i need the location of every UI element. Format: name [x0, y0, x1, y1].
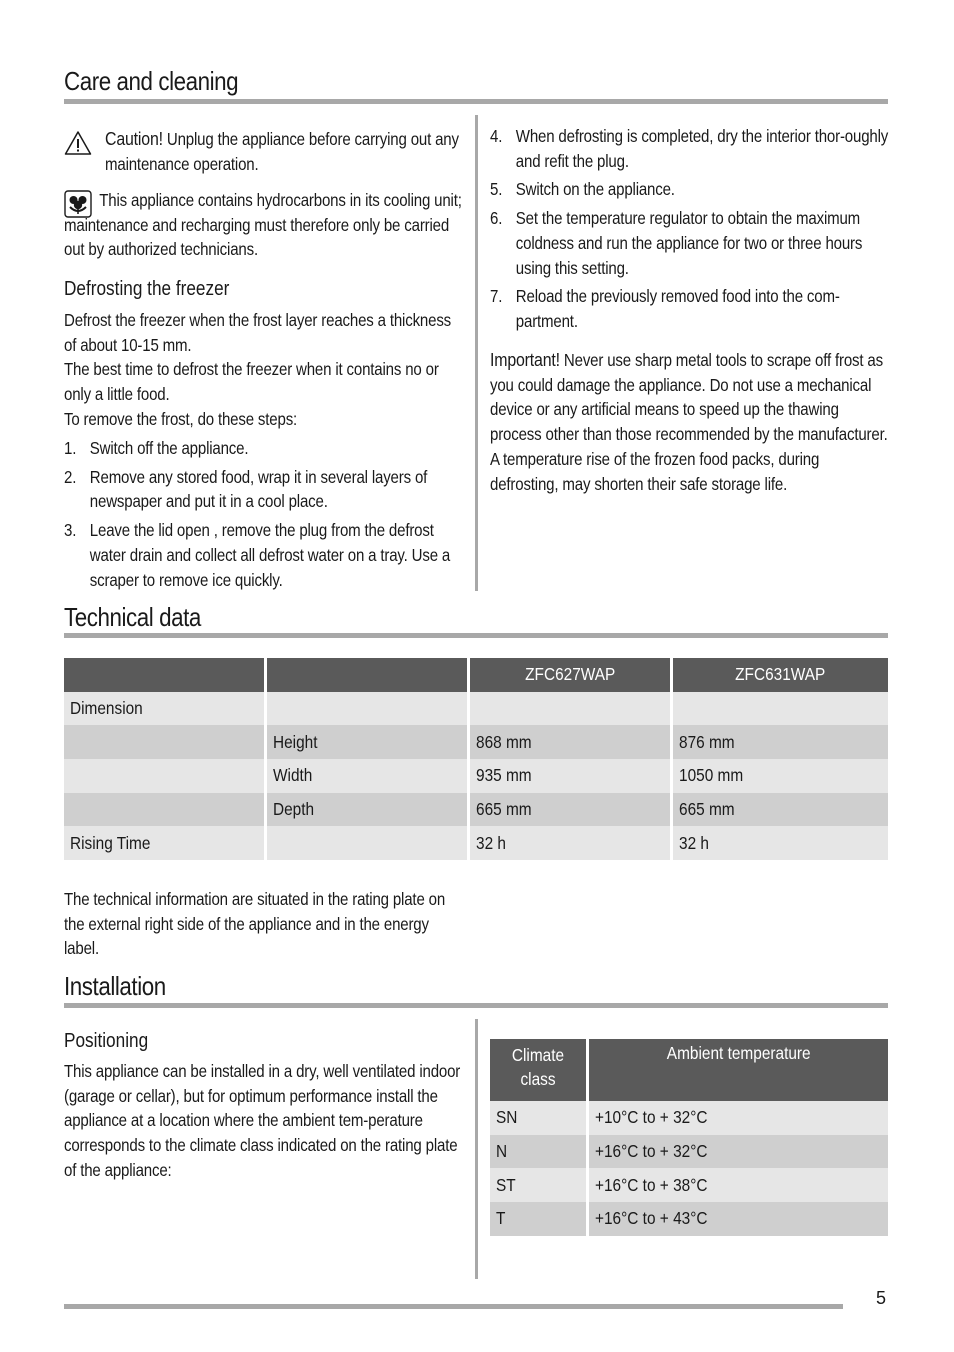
list-item: 5. Switch on the appliance. — [490, 179, 675, 200]
technical-title: Technical data — [64, 602, 201, 632]
table-cell — [64, 725, 264, 759]
important-note — [490, 348, 888, 496]
list-item: 4. When defrosting is completed, dry the interior thor-oughly and refit the plug. — [490, 126, 889, 171]
positioning-text: This appliance can be installed in a dry, well ventilated indoor (garage or cellar), but for optimum performance install the appliance at a location where the ambient tem-perature corresponds to the climate class indicated on the rating plate of the appliance: — [64, 1061, 461, 1180]
table-cell — [267, 692, 467, 726]
table-row — [64, 759, 888, 793]
list-item: 6. Set the temperature regulator to obtain the maximum coldness and run the appliance for two or three hours using this setting. — [490, 208, 863, 278]
table-cell: +16°C to + 43°C — [589, 1202, 888, 1236]
table-header-cell — [267, 658, 467, 692]
table-cell: 665 mm — [470, 793, 670, 827]
steps-list-left — [64, 436, 464, 596]
table-row — [64, 826, 888, 860]
table-cell: +10°C to + 32°C — [589, 1101, 888, 1135]
hydrocarbon-block — [64, 188, 464, 262]
table-cell: Height — [267, 725, 467, 759]
table-row — [490, 1101, 888, 1135]
table-header-cell: Climate class — [490, 1039, 586, 1101]
technical-note: The technical information are situated in the rating plate on the external right side of the appliance and in the energy label. — [64, 889, 446, 959]
table-header-cell: ZFC627WAP — [470, 658, 670, 692]
warning-triangle-icon — [64, 130, 92, 163]
table-cell — [64, 759, 264, 793]
table-cell: ST — [490, 1168, 586, 1202]
list-item: 2. Remove any stored food, wrap it in several layers of newspaper and put it in a cool place. — [64, 466, 428, 512]
table-cell: 1050 mm — [673, 759, 888, 793]
caution-label: Caution! — [105, 128, 163, 149]
column-divider — [475, 115, 478, 591]
table-cell: T — [490, 1202, 586, 1236]
page-number: 5 — [876, 1288, 887, 1308]
hydrocarbon-text: This appliance contains hydrocarbons in its cooling unit; maintenance and recharging must therefore only be carried out by authorized technicians. — [64, 190, 462, 260]
table-header-row — [490, 1039, 888, 1101]
defrost-paragraph-1: Defrost the freezer when the frost layer reaches a thickness of about 10-15 mm. — [64, 310, 452, 355]
list-item: 1. Switch off the appliance. — [64, 438, 249, 458]
table-header-cell — [64, 658, 264, 692]
table-cell: Rising Time — [64, 826, 264, 860]
table-row — [64, 793, 888, 827]
table-cell: +16°C to + 38°C — [589, 1168, 888, 1202]
table-row — [490, 1202, 888, 1236]
care-title: Care and cleaning — [64, 66, 239, 96]
caution-text: Unplug the appliance before carrying out any maintenance operation. — [105, 129, 459, 174]
table-header-cell: Ambient temperature — [589, 1039, 888, 1101]
table-row — [490, 1168, 888, 1202]
table-cell: 876 mm — [673, 725, 888, 759]
technical-title-rule — [64, 633, 888, 638]
table-cell — [267, 826, 467, 860]
table-cell: 935 mm — [470, 759, 670, 793]
defrost-paragraph-3: To remove the frost, do these steps: — [64, 408, 298, 429]
table-row — [64, 692, 888, 726]
list-item: 3. Leave the lid open , remove the plug from the defrost water drain and collect all defrost water on a tray. Use a scraper to remove ice quickly. — [64, 520, 451, 590]
table-row — [490, 1135, 888, 1169]
table-cell: 32 h — [470, 826, 670, 860]
footer-rule — [64, 1304, 843, 1309]
defrost-paragraphs — [64, 308, 464, 432]
steps-list-right — [490, 124, 888, 338]
table-cell — [673, 692, 888, 726]
table-cell — [64, 793, 264, 827]
caution-paragraph — [105, 127, 466, 176]
care-title-rule — [64, 99, 888, 104]
table-header-cell: ZFC631WAP — [673, 658, 888, 692]
table-cell: +16°C to + 32°C — [589, 1135, 888, 1169]
column-divider — [475, 1019, 478, 1279]
care-left-column — [64, 127, 464, 262]
list-item: 7. Reload the previously removed food into the com-partment. — [490, 286, 840, 331]
table-cell: N — [490, 1135, 586, 1169]
table-cell — [470, 692, 670, 726]
defrost-paragraph-2: The best time to defrost the freezer when it contains no or only a little food. — [64, 359, 439, 405]
positioning-heading: Positioning — [64, 1030, 149, 1052]
table-header-row — [64, 658, 888, 692]
table-cell: Width — [267, 759, 467, 793]
table-cell: Depth — [267, 793, 467, 827]
table-cell: 32 h — [673, 826, 888, 860]
defrost-section — [64, 308, 464, 432]
table-row — [64, 725, 888, 759]
table-cell: 665 mm — [673, 793, 888, 827]
table-cell: SN — [490, 1101, 586, 1135]
climate-table — [487, 1039, 891, 1236]
technical-table — [61, 658, 891, 860]
defrost-heading: Defrosting the freezer — [64, 278, 230, 300]
caution-block — [64, 127, 464, 177]
installation-title: Installation — [64, 971, 166, 1001]
installation-title-rule — [64, 1003, 888, 1008]
table-cell: Dimension — [64, 692, 264, 726]
important-text: Never use sharp metal tools to scrape off frost as you could damage the appliance. Do not use a mechanical device or any artificial means to speed up the thawing process other than those recommended by the manufacturer. A temperature rise of the frozen food packs, during defrosting, may shorten their safe storage life. — [490, 350, 888, 494]
important-label: Important! — [490, 349, 560, 370]
table-cell: 868 mm — [470, 725, 670, 759]
